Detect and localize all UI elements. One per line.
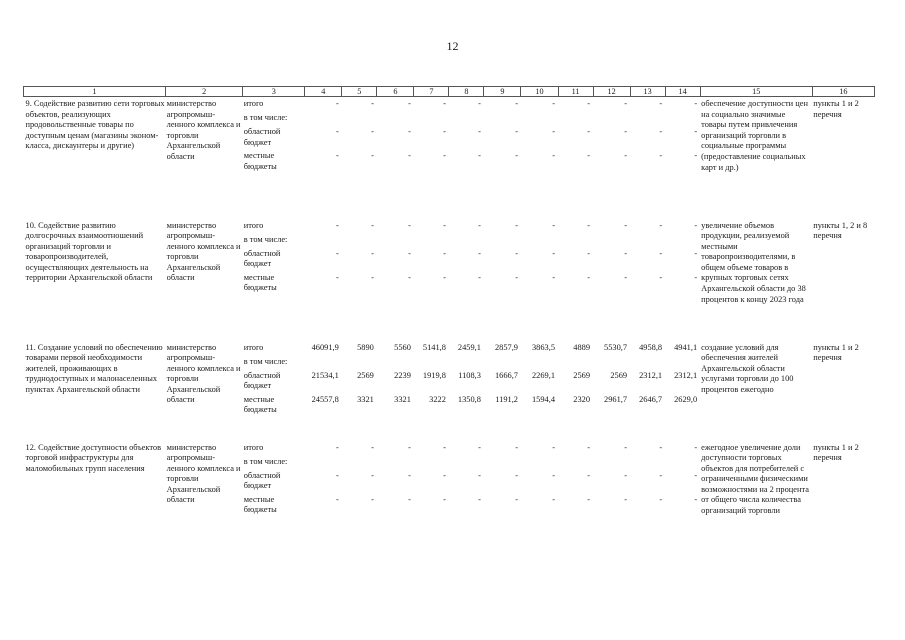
amount-value: - bbox=[408, 99, 411, 108]
amount-cell bbox=[593, 341, 630, 441]
amount-cell bbox=[414, 341, 449, 441]
column-header-3: 3 bbox=[243, 87, 305, 97]
amount-value: - bbox=[478, 151, 481, 160]
amount-value: - bbox=[408, 151, 411, 160]
amount-value: - bbox=[408, 272, 411, 282]
amount-value: - bbox=[515, 127, 518, 136]
amount-value: - bbox=[371, 470, 374, 480]
amount-value: - bbox=[478, 272, 481, 282]
amount-value: - bbox=[371, 127, 374, 136]
funding-sources bbox=[243, 219, 305, 341]
table-row bbox=[24, 441, 875, 561]
executor: министерство агропромыш-ленного комплекса и торговли Архангельской области bbox=[166, 99, 241, 161]
amount-value: 5530,7 bbox=[604, 342, 628, 352]
column-header-6: 6 bbox=[377, 87, 414, 97]
amount-value: 2459,1 bbox=[457, 342, 481, 352]
funding-source-label: областной бюджет bbox=[243, 127, 281, 147]
reference: пункты 1, 2 и 8 перечня bbox=[813, 220, 868, 241]
amount-value: - bbox=[694, 99, 698, 108]
amount-value: 24557,8 bbox=[311, 394, 339, 404]
amount-value: - bbox=[624, 99, 628, 108]
amount-value: - bbox=[478, 470, 481, 480]
amount-cell bbox=[305, 219, 342, 341]
column-header-12: 12 bbox=[593, 87, 630, 97]
amount-value: - bbox=[659, 470, 663, 480]
amount-value: - bbox=[336, 442, 339, 452]
amount-value: - bbox=[408, 127, 411, 136]
amount-value: - bbox=[587, 470, 591, 480]
column-header-1: 1 bbox=[24, 87, 166, 97]
amount-value: 4958,8 bbox=[639, 342, 663, 352]
expected-result: ежегодное увеличение доли доступности торговых объектов для потребителей с ограниченными физическими возможностями на 2 процента от общего числа количества организаций торговли bbox=[701, 442, 809, 516]
column-header-16: 16 bbox=[812, 87, 874, 97]
amount-value: - bbox=[371, 99, 374, 108]
amount-value: - bbox=[515, 99, 518, 108]
funding-sources bbox=[243, 341, 305, 441]
amount-value: 2646,7 bbox=[639, 394, 663, 404]
amount-value: 2569 bbox=[610, 370, 628, 380]
amount-value: - bbox=[587, 494, 591, 504]
table-row bbox=[24, 341, 875, 441]
amount-value: - bbox=[478, 248, 481, 258]
amount-cell bbox=[484, 441, 521, 561]
funding-source-label: местные бюджеты bbox=[243, 272, 277, 293]
funding-sources bbox=[243, 97, 305, 219]
amount-value: - bbox=[587, 99, 591, 108]
amount-cell bbox=[558, 97, 593, 219]
reference: пункты 1 и 2 перечня bbox=[813, 99, 859, 119]
amount-cell bbox=[414, 441, 449, 561]
column-header-13: 13 bbox=[630, 87, 665, 97]
table-row bbox=[24, 219, 875, 341]
amount-value: 46091,9 bbox=[311, 342, 339, 352]
amount-cell bbox=[630, 341, 665, 441]
amount-value: 3863,5 bbox=[531, 342, 556, 352]
measure-name: 11. Создание условий по обеспечению товарами первой необходимости жителей, проживающих в труднодоступных и малонаселенных пунктах Архангельской области bbox=[25, 342, 163, 394]
amount-cell bbox=[449, 341, 484, 441]
amount-value: - bbox=[624, 248, 628, 258]
funding-sources bbox=[243, 441, 305, 561]
amount-value: - bbox=[443, 220, 446, 230]
amount-cell bbox=[665, 219, 700, 341]
amount-value: - bbox=[336, 220, 339, 230]
amount-value: 5141,8 bbox=[422, 342, 446, 352]
amount-value: - bbox=[336, 99, 339, 108]
amount-cell bbox=[521, 341, 558, 441]
amount-value: - bbox=[552, 127, 556, 136]
amount-value: 2629,0 bbox=[674, 394, 698, 404]
amount-cell bbox=[484, 97, 521, 219]
amount-value: - bbox=[552, 470, 556, 480]
column-header-11: 11 bbox=[558, 87, 593, 97]
measure-name: 10. Содействие развитию долгосрочных взаимоотношений организаций торговли и товаропроизводителей, осуществляющих деятельность на территории Архангельской области bbox=[25, 220, 153, 283]
amount-value: - bbox=[515, 248, 518, 258]
amount-value: - bbox=[443, 470, 446, 480]
amount-value: - bbox=[371, 442, 374, 452]
amount-value: - bbox=[408, 248, 411, 258]
amount-value: - bbox=[624, 442, 628, 452]
amount-value: 1108,3 bbox=[458, 370, 481, 380]
amount-value: - bbox=[515, 494, 518, 504]
amount-cell bbox=[665, 441, 700, 561]
header-row bbox=[24, 87, 875, 97]
amount-value: - bbox=[694, 248, 698, 258]
amount-cell bbox=[342, 441, 377, 561]
column-header-7: 7 bbox=[414, 87, 449, 97]
amount-value: - bbox=[515, 470, 518, 480]
amount-cell bbox=[377, 341, 414, 441]
executor: министерство агропромыш-ленного комплекса и торговли Архангельской области bbox=[166, 342, 241, 405]
amount-value: - bbox=[694, 151, 698, 160]
amount-cell bbox=[665, 97, 700, 219]
page-number: 12 bbox=[446, 39, 459, 53]
amount-value: - bbox=[624, 127, 628, 136]
amount-value: - bbox=[371, 151, 374, 160]
amount-value: 3222 bbox=[429, 394, 446, 404]
amount-cell bbox=[342, 97, 377, 219]
reference: пункты 1 и 2 перечня bbox=[813, 342, 859, 363]
amount-value: - bbox=[587, 220, 591, 230]
measure-name: 9. Содействие развитию сети торговых объектов, реализующих продовольственные товары по доступным ценам (магазины эконом-класса, дискаунтеры и другие) bbox=[25, 99, 165, 151]
amount-value: - bbox=[552, 220, 556, 230]
amount-value: - bbox=[552, 99, 556, 108]
amount-value: - bbox=[443, 248, 446, 258]
amount-value: - bbox=[624, 220, 628, 230]
amount-cell bbox=[342, 219, 377, 341]
amount-value: - bbox=[515, 272, 518, 282]
amount-value: - bbox=[336, 127, 339, 136]
funding-source-label: в том числе: bbox=[243, 456, 288, 466]
amount-value: 5560 bbox=[394, 342, 411, 352]
amount-value: - bbox=[659, 442, 663, 452]
funding-source-label: областной бюджет bbox=[243, 470, 281, 491]
measure-name: 12. Содействие доступности объектов торговой инфраструктуры для маломобильных групп населения bbox=[25, 442, 162, 473]
amount-cell bbox=[558, 219, 593, 341]
amount-cell bbox=[521, 97, 558, 219]
amount-value: - bbox=[659, 99, 663, 108]
amount-value: - bbox=[336, 248, 339, 258]
amount-cell bbox=[630, 97, 665, 219]
expected-result: увеличение объемов продукции, реализуемой местными товаропроизводителями, в общем объеме товаров в крупных торговых сетях Архангельской области до 38 процентов к концу 2023 года bbox=[701, 220, 806, 304]
amount-cell bbox=[305, 341, 342, 441]
amount-value: - bbox=[694, 127, 698, 136]
amount-value: - bbox=[443, 442, 446, 452]
amount-value: - bbox=[694, 470, 698, 480]
amount-cell bbox=[305, 441, 342, 561]
amount-cell bbox=[593, 97, 630, 219]
amount-cell bbox=[449, 97, 484, 219]
amount-value: - bbox=[587, 248, 591, 258]
amount-value: - bbox=[552, 494, 556, 504]
amount-value: 2312,1 bbox=[639, 370, 663, 380]
column-header-15: 15 bbox=[700, 87, 812, 97]
amount-value: - bbox=[371, 248, 374, 258]
amount-cell bbox=[449, 441, 484, 561]
column-header-10: 10 bbox=[521, 87, 558, 97]
funding-source-label: итого bbox=[243, 220, 264, 230]
amount-cell bbox=[593, 441, 630, 561]
amount-value: - bbox=[587, 442, 591, 452]
column-header-8: 8 bbox=[449, 87, 484, 97]
amount-value: - bbox=[552, 442, 556, 452]
amount-value: - bbox=[587, 151, 591, 160]
amount-cell bbox=[414, 219, 449, 341]
amount-value: - bbox=[587, 127, 591, 136]
amount-value: - bbox=[371, 494, 374, 504]
funding-source-label: в том числе: bbox=[243, 234, 288, 244]
amount-value: - bbox=[624, 151, 628, 160]
amount-value: 2857,9 bbox=[494, 342, 518, 352]
amount-value: - bbox=[408, 470, 411, 480]
funding-source-label: областной бюджет bbox=[243, 370, 281, 391]
amount-value: 4941,1 bbox=[674, 342, 698, 352]
amount-value: 2961,7 bbox=[604, 394, 628, 404]
amount-value: - bbox=[478, 220, 481, 230]
amount-value: 1191,2 bbox=[495, 394, 518, 404]
amount-cell bbox=[521, 441, 558, 561]
column-header-9: 9 bbox=[484, 87, 521, 97]
amount-value: - bbox=[478, 442, 481, 452]
amount-value: - bbox=[624, 494, 628, 504]
amount-value: - bbox=[694, 272, 698, 282]
amount-value: - bbox=[336, 151, 339, 160]
amount-cell bbox=[484, 341, 521, 441]
amount-value: - bbox=[624, 272, 628, 282]
amount-value: - bbox=[624, 470, 628, 480]
reference: пункты 1 и 2 перечня bbox=[813, 442, 859, 463]
funding-source-label: в том числе: bbox=[243, 356, 288, 366]
amount-value: - bbox=[515, 151, 518, 160]
amount-value: - bbox=[443, 99, 446, 108]
amount-value: 3321 bbox=[357, 394, 374, 404]
amount-value: - bbox=[336, 494, 339, 504]
amount-value: 2269,1 bbox=[531, 370, 556, 380]
amount-value: - bbox=[408, 442, 411, 452]
amount-value: 2320 bbox=[573, 394, 591, 404]
expected-result: создание условий для обеспечения жителей Архангельской области услугами торговли до 100 процентов ежегодно bbox=[701, 342, 794, 394]
amount-value: 2239 bbox=[394, 370, 411, 380]
amount-value: 2312,1 bbox=[674, 370, 698, 380]
amount-cell bbox=[377, 219, 414, 341]
amount-value: - bbox=[552, 272, 556, 282]
amount-value: 1666,7 bbox=[494, 370, 518, 380]
amount-value: - bbox=[371, 220, 374, 230]
funding-source-label: областной бюджет bbox=[243, 248, 281, 269]
amount-cell bbox=[377, 441, 414, 561]
amount-value: 2569 bbox=[573, 370, 591, 380]
amount-cell bbox=[630, 219, 665, 341]
column-header-4: 4 bbox=[305, 87, 342, 97]
amount-value: - bbox=[478, 99, 481, 108]
amount-value: - bbox=[336, 470, 339, 480]
amount-cell bbox=[630, 441, 665, 561]
amount-value: 1594,4 bbox=[531, 394, 556, 404]
column-header-5: 5 bbox=[342, 87, 377, 97]
funding-source-label: местные бюджеты bbox=[243, 494, 277, 515]
funding-source-label: итого bbox=[243, 442, 264, 452]
amount-value: - bbox=[659, 248, 663, 258]
amount-cell bbox=[342, 341, 377, 441]
amount-value: - bbox=[659, 220, 663, 230]
amount-value: 1350,8 bbox=[457, 394, 481, 404]
column-header-2: 2 bbox=[166, 87, 243, 97]
amount-value: 2569 bbox=[357, 370, 374, 380]
amount-value: - bbox=[552, 248, 556, 258]
amount-value: - bbox=[443, 151, 446, 160]
amount-value: - bbox=[443, 494, 446, 504]
amount-value: - bbox=[694, 442, 698, 452]
funding-source-label: итого bbox=[243, 99, 264, 108]
amount-value: - bbox=[659, 127, 663, 136]
amount-value: - bbox=[408, 494, 411, 504]
amount-value: - bbox=[408, 220, 411, 230]
executor: министерство агропромыш-ленного комплекса и торговли Архангельской области bbox=[166, 220, 241, 283]
amount-cell bbox=[558, 341, 593, 441]
amount-value: - bbox=[694, 494, 698, 504]
amount-value: 1919,8 bbox=[422, 370, 446, 380]
amount-value: 5890 bbox=[357, 342, 374, 352]
amount-cell bbox=[484, 219, 521, 341]
amount-value: - bbox=[478, 494, 481, 504]
amount-cell bbox=[521, 219, 558, 341]
amount-cell bbox=[593, 219, 630, 341]
amount-cell bbox=[665, 341, 700, 441]
amount-cell bbox=[377, 97, 414, 219]
funding-source-label: местные бюджеты bbox=[243, 394, 277, 415]
funding-source-label: в том числе: bbox=[243, 113, 288, 122]
amount-value: - bbox=[659, 494, 663, 504]
amount-value: 21534,1 bbox=[311, 370, 339, 380]
amount-value: - bbox=[515, 220, 518, 230]
amount-value: - bbox=[336, 272, 339, 282]
amount-value: - bbox=[694, 220, 698, 230]
funding-source-label: итого bbox=[243, 342, 264, 352]
amount-value: - bbox=[443, 272, 446, 282]
amount-value: - bbox=[659, 151, 663, 160]
amount-cell bbox=[449, 219, 484, 341]
column-header-14: 14 bbox=[665, 87, 700, 97]
amount-value: - bbox=[371, 272, 374, 282]
amount-value: - bbox=[659, 272, 663, 282]
amount-value: - bbox=[443, 127, 446, 136]
expected-result: обеспечение доступности цен на социально значимые товары путем привлечения организаций торговли в социальные программы (предоставление социальных карт и др.) bbox=[701, 99, 808, 172]
amount-value: - bbox=[552, 151, 556, 160]
amount-value: 3321 bbox=[394, 394, 411, 404]
program-table bbox=[23, 86, 875, 561]
amount-value: - bbox=[478, 127, 481, 136]
amount-cell bbox=[558, 441, 593, 561]
executor: министерство агропромыш-ленного комплекса и торговли Архангельской области bbox=[166, 442, 241, 505]
amount-cell bbox=[414, 97, 449, 219]
amount-cell bbox=[305, 97, 342, 219]
amount-value: 4889 bbox=[573, 342, 591, 352]
amount-value: - bbox=[587, 272, 591, 282]
table-row bbox=[24, 97, 875, 219]
amount-value: - bbox=[515, 442, 518, 452]
funding-source-label: местные бюджеты bbox=[243, 151, 277, 171]
